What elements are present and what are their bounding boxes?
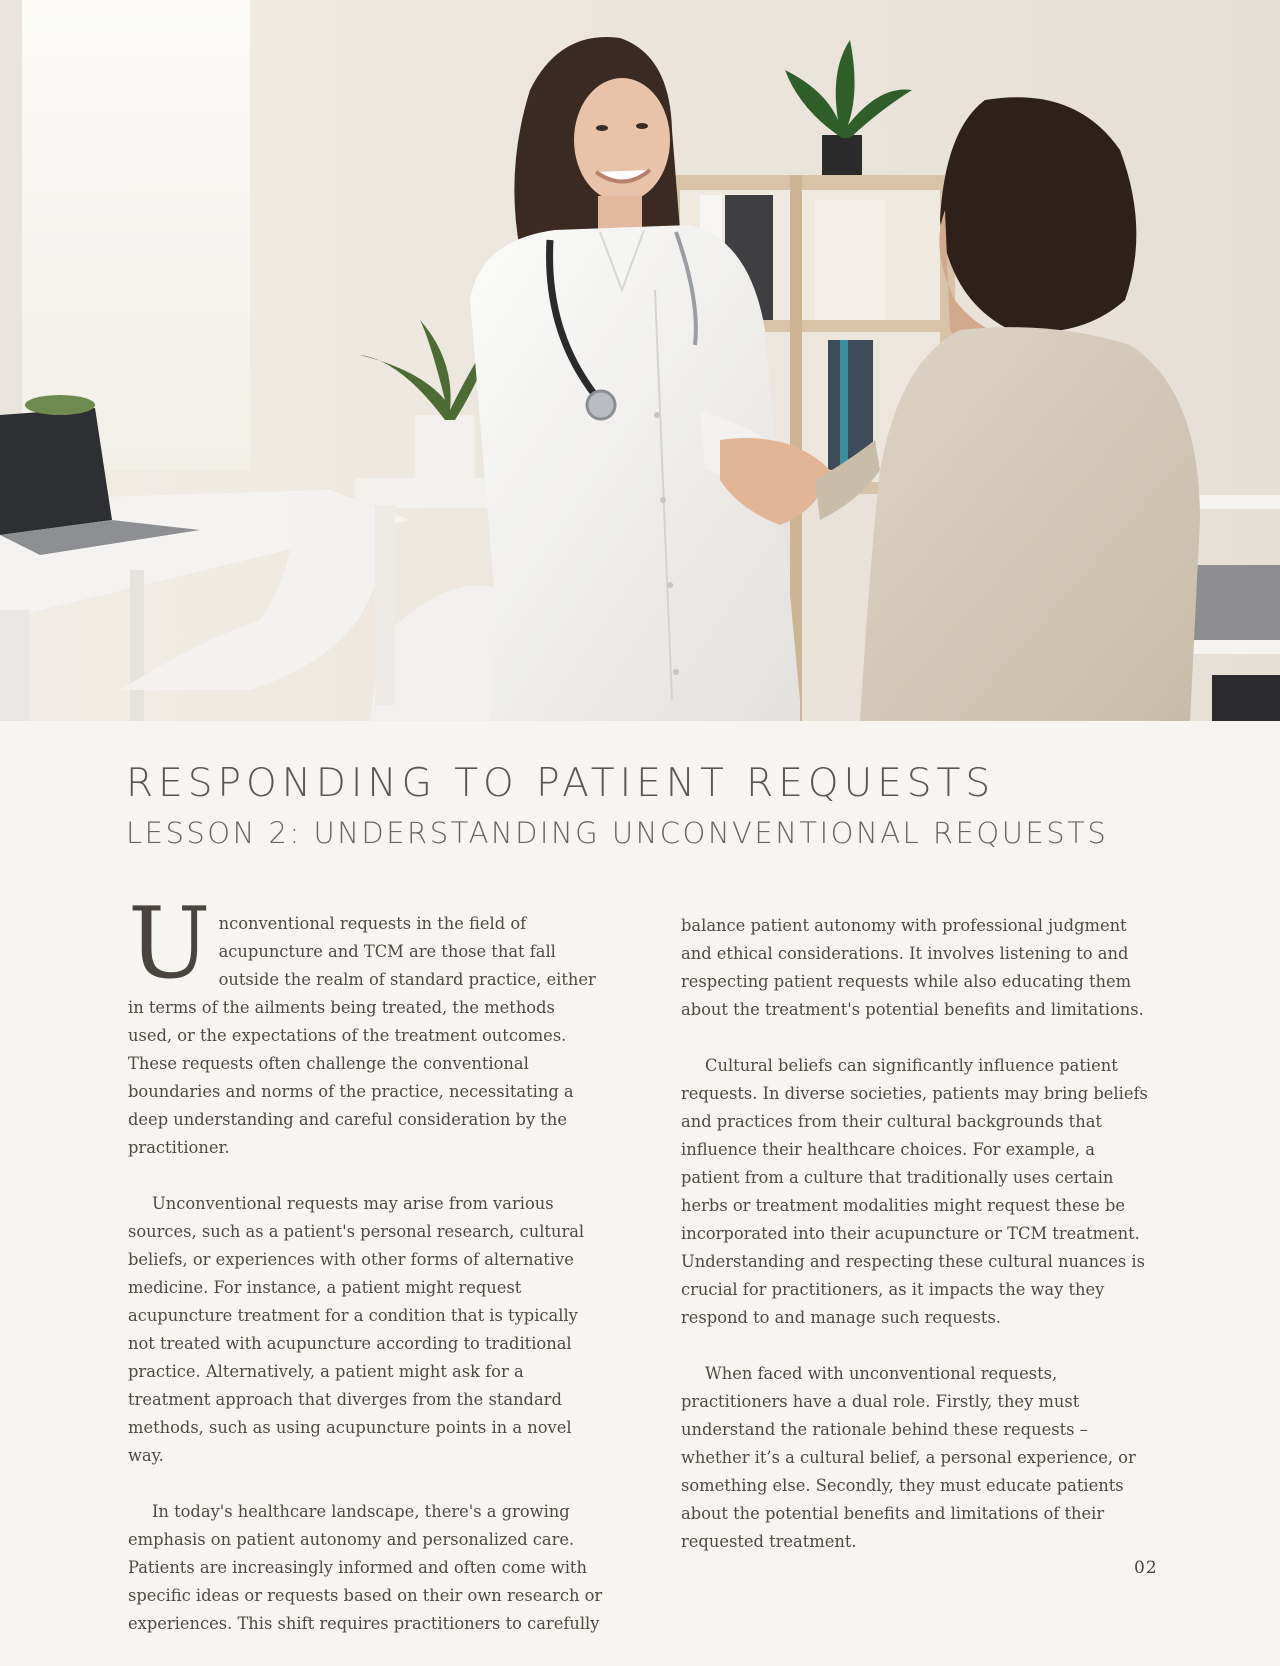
paragraph-landscape-continued: balance patient autonomy with professional judgment and ethical considerations. It involves listening to and respecting patient requests while also educating them about the treatment's potential benefits and limitations. (681, 916, 1144, 1019)
paragraph-landscape: In today's healthcare landscape, there's a growing emphasis on patient autonomy and personalized care. Patients are increasingly informed and often come with specific ideas or requests based on their own research or experiences. This shift requires practitioners to carefully (128, 1502, 603, 1633)
paragraph-dual-role: When faced with unconventional requests, practitioners have a dual role. Firstly, they must understand the rationale behind these requests – whether it’s a cultural belief, a personal experience, or something else. Secondly, they must educate patients about the potential benefits and limitations of their requested treatment. (681, 1364, 1136, 1551)
paragraph-intro-text: nconventional requests in the field of acupuncture and TCM are those that fall outside the realm of standard practice, either in terms of the ailments being treated, the methods used, or the expectations of the treatment outcomes. These requests often challenge the conventional boundaries and norms of the practice, necessitating a deep understanding and careful consideration by the practitioner. (128, 914, 596, 1157)
paragraph-sources: Unconventional requests may arise from various sources, such as a patient's personal research, cultural beliefs, or experiences with other forms of alternative medicine. For instance, a patient might request acupuncture treatment for a condition that is typically not treated with acupuncture according to traditional practice. Alternatively, a patient might ask for a treatment approach that diverges from the standard methods, such as using acupuncture points in a novel way. (128, 1194, 585, 1465)
hero-photo (0, 0, 1280, 721)
lesson-subtitle: LESSON 2: UNDERSTANDING UNCONVENTIONAL REQUESTS (126, 816, 1109, 850)
drop-cap: U (128, 887, 211, 1001)
paragraph-intro (128, 887, 603, 1162)
right-column (681, 912, 1156, 1584)
page-title: RESPONDING TO PATIENT REQUESTS (126, 761, 996, 806)
left-column (128, 887, 603, 1666)
doctor-patient-handshake-illustration (0, 0, 1280, 721)
title-block (126, 760, 1186, 852)
paragraph-cultural: Cultural beliefs can significantly influence patient requests. In diverse societies, patients may bring beliefs and practices from their cultural backgrounds that influence their healthcare choices. For example, a patient from a culture that traditionally uses certain herbs or treatment modalities might request these be incorporated into their acupuncture or TCM treatment. Understanding and respecting these cultural nuances is crucial for practitioners, as it impacts the way they respond to and manage such requests. (681, 1056, 1148, 1327)
page-number: 02 (1134, 1558, 1158, 1578)
